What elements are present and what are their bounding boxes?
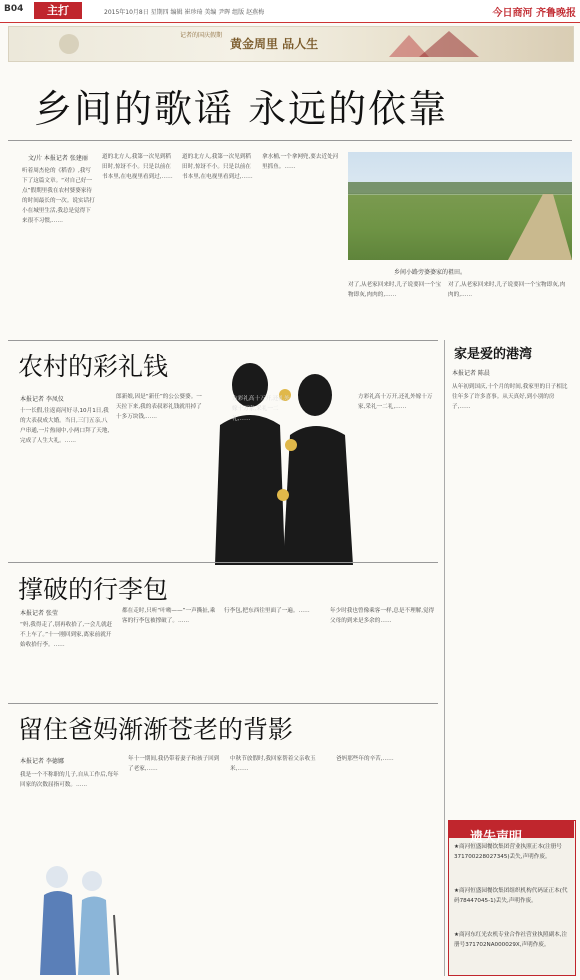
- lost-notice-item: ★商河恒盛园餐饮集团营业执照正本(注册号371700228027345)丢失,声明作废。: [454, 844, 562, 860]
- story-column: 年少时我也曾像乘客一样,总是不理解,觉得父母的到来是多余的……: [330, 608, 435, 624]
- story-column: 行李包,把东西往里面了一遍。……: [224, 608, 310, 614]
- story-column: 方彩礼高十万开,还礼外嫁十万家,采礼一二礼,……: [232, 396, 290, 422]
- photo-scene-icon: [348, 152, 572, 260]
- divider: [8, 703, 438, 704]
- story-byline: 本报记者 陈晨: [452, 370, 490, 377]
- story-column: 年十一期间,我仍带着妻子和孩子回到了老家,……: [128, 756, 220, 772]
- story-column: 中秋节放假时,我回家帮着父亲收玉米,……: [230, 756, 316, 772]
- story-column: 听着周杰伦的《稻香》,我写下了这篇文章。“对自己好一点”假期里我在农村婆婆家待的时间最长的一次。说实话打小在城里生活,我总是觉得下来很不习惯,……: [22, 168, 95, 224]
- section-tab[interactable]: 主打: [34, 2, 82, 19]
- story-byline: 本报记者 张莹: [20, 610, 58, 617]
- story-headline[interactable]: 家是爱的港湾: [454, 347, 533, 362]
- story-column: 十一长假,往返商河好寻,10月1日,我的大表叔成大婚。当日,三门五亲,八户串通,一片热闹中,小两口拜了天地,完成了人生大礼。……: [20, 408, 110, 444]
- photo-caption: 乡间小路旁婆婆家的祖田。: [394, 269, 467, 276]
- story-column: 道的北方人,我第一次见到稻田时,惊讶不小。只是以前在书本里,在电视里看到过,……: [182, 154, 253, 180]
- story-column: 从年初到国庆,十个月的时间,我家里的日子相比往年多了许多喜事。从天真好,到小别的房子,……: [452, 384, 568, 410]
- newspaper-masthead: 今日商河 齐鲁晚报: [492, 8, 576, 19]
- story-headline[interactable]: 乡间的歌谣 永远的依靠: [34, 87, 449, 131]
- banner-title: 黄金周里 品人生: [230, 37, 319, 51]
- column-divider: [444, 340, 445, 976]
- story-byline: 文/片 本报记者 张建丽: [28, 155, 88, 162]
- story-headline[interactable]: 农村的彩礼钱: [18, 352, 169, 381]
- story-column: 对了,从老家回来时,儿子说要回一个宝物即灰,肉肉的,……: [448, 282, 566, 298]
- story-column: 都在走时,只听“叶呦——”一声撕扯,乘客的行李包被撑破了。……: [122, 608, 216, 624]
- lost-notice-title: 遗失声明: [470, 830, 523, 845]
- lost-notice-item: ★商河恒盛园餐饮集团组织机构代码证正本(代码78447045-1)丢失,声明作废。: [454, 888, 568, 904]
- divider: [8, 340, 438, 341]
- lost-notice-item: ★商河东红光农机专业合作社营业执照副本,注册号371702NA000029X,声明作废。: [454, 932, 568, 948]
- story-headline[interactable]: 留住爸妈渐渐苍老的背影: [18, 715, 294, 744]
- elderly-couple-icon: [22, 855, 122, 975]
- story-column: 郎新娘,因是“新任”的公公婆婆。一天拉下来,我的表叔彩礼钱就用掉了十多万块钱,……: [116, 394, 202, 420]
- rice-field-photo: [348, 152, 572, 260]
- story-column: 对了,从老家回来时,儿子说要回一个宝物即灰,肉肉的,……: [348, 282, 442, 298]
- story-column: 我是一个不称职的儿子,自从工作后,每年回家的次数屈指可数。……: [20, 772, 119, 788]
- story-column: 拿水桶,一个拿网兜,要去近处河里抓鱼。……: [262, 154, 339, 170]
- divider: [8, 562, 438, 563]
- divider: [8, 140, 572, 141]
- story-byline: 本报记者 李凤仪: [20, 396, 64, 403]
- story-column: “妈,我得走了,别再收拾了,一会儿就赶不上车了。”十一刚回到家,离家前就开始收拾行李。……: [20, 622, 113, 648]
- banner-subtitle: 记者的国庆假期: [180, 32, 223, 39]
- page-number: B04: [4, 4, 24, 14]
- edition-meta: 2015年10月8日 星期四 编辑 崔珍琦 美编 尹晖 组版 赵燕梅: [104, 9, 265, 16]
- story-column: 方彩礼高十万开,还礼外嫁十万家,采礼一二礼,……: [358, 394, 433, 410]
- story-column: 爸妈那些年的辛苦,……: [336, 756, 394, 762]
- story-byline: 本报记者 李德娜: [20, 758, 64, 765]
- story-column: 道的北方人,我第一次见到稻田时,惊讶不小。只是以前在书本里,在电视里看到过,……: [102, 154, 173, 180]
- story-headline[interactable]: 撑破的行李包: [18, 575, 169, 604]
